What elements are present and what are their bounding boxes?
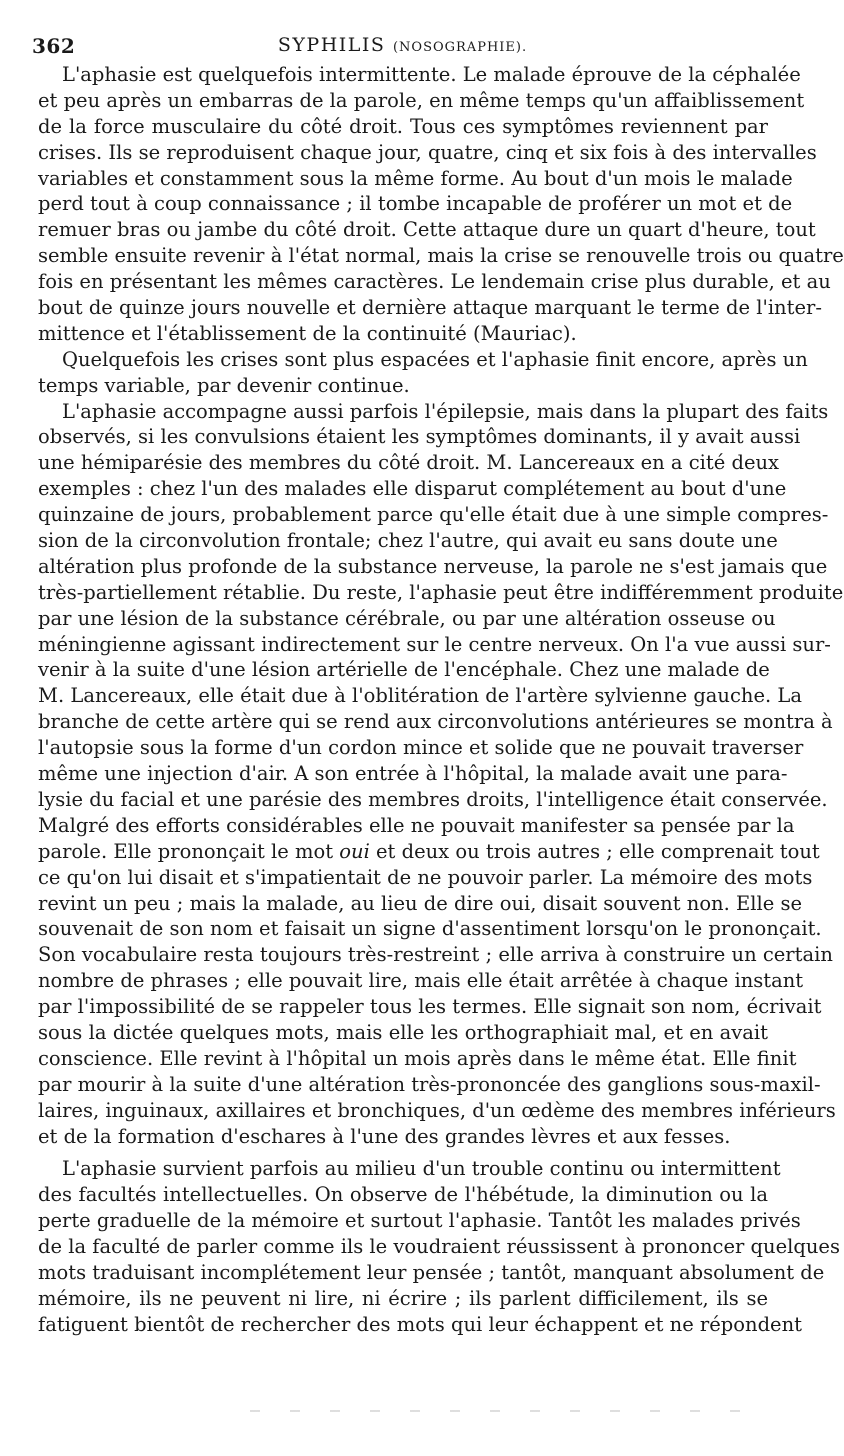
text-line: variables et constamment sous la même forme. Au bout d'un mois le malade [38,166,793,190]
text-line: exemples : chez l'un des malades elle disparut complétement au bout d'une [38,477,787,501]
text-line: méningienne agissant indirectement sur le centre nerveux. On l'a vue aussi sur- [38,632,831,656]
running-title-main: SYPHILIS [277,34,386,56]
text-line: une hémiparésie des membres du côté droit. M. Lancereaux en a cité deux [38,451,780,475]
text-line: par mourir à la suite d'une altération très-prononcée des ganglions sous-maxil- [38,1072,821,1096]
text-line: observés, si les convulsions étaient les symptômes dominants, il y avait aussi [38,425,801,449]
text-line: des facultés intellectuelles. On observe de l'hébétude, la diminution ou la [38,1183,768,1207]
text-line: l'autopsie sous la forme d'un cordon mince et solide que ne pouvait traverser [38,736,804,760]
text-segment: et deux ou trois autres ; elle comprenait tout [376,839,820,863]
italic-word: oui [339,839,370,863]
text-line: revint un peu ; mais la malade, au lieu de dire oui, disait souvent non. Elle se [38,891,803,915]
text-line: de la faculté de parler comme ils le voudraient réussissent à prononcer quelques [38,1235,840,1259]
print-smudge [250,1410,770,1412]
running-title-sub: (NOSOGRAPHIE). [392,40,528,55]
text-line: perte graduelle de la mémoire et surtout l'aphasie. Tantôt les malades privés [38,1209,801,1233]
text-line: nombre de phrases ; elle pouvait lire, mais elle était arrêtée à chaque instant [38,969,804,993]
text-line: sion de la circonvolution frontale; chez l'autre, qui avait eu sans doute une [38,529,778,553]
text-line: semble ensuite revenir à l'état normal, mais la crise se renouvelle trois ou quatre [38,244,844,268]
text-line: par une lésion de la substance cérébrale, ou par une altération osseuse ou [38,606,776,630]
text-line: conscience. Elle revint à l'hôpital un mois après dans le même état. Elle finit [38,1046,797,1070]
text-line: par l'impossibilité de se rappeler tous les termes. Elle signait son nom, écrivait [38,995,822,1019]
text-line: M. Lancereaux, elle était due à l'oblitération de l'artère sylvienne gauche. La [38,684,802,708]
text-line: fatiguent bientôt de rechercher des mots qui leur échappent et ne répondent [38,1312,802,1336]
text-line: fois en présentant les mêmes caractères. Le lendemain crise plus durable, et au [38,270,831,294]
text-line: altération plus profonde de la substance nerveuse, la parole ne s'est jamais que [38,554,828,578]
text-line: venir à la suite d'une lésion artérielle de l'encéphale. Chez une malade de [38,658,770,682]
text-line: mots traduisant incomplétement leur pensée ; tantôt, manquant absolument de [38,1260,825,1284]
text-line: Quelquefois les crises sont plus espacées et l'aphasie finit encore, après un [62,347,808,371]
text-line: quinzaine de jours, probablement parce qu'elle était due à une simple compres- [38,503,829,527]
text-line: sous la dictée quelques mots, mais elle les orthographiait mal, et en avait [38,1020,768,1044]
text-line: mittence et l'établissement de la continuité (Mauriac). [38,321,577,345]
text-line: branche de cette artère qui se rend aux circonvolutions antérieures se montra à [38,710,833,734]
text-line: temps variable, par devenir continue. [38,373,410,397]
text-line: laires, inguinaux, axillaires et bronchiques, d'un œdème des membres inférieurs [38,1098,836,1122]
text-line: de la force musculaire du côté droit. Tous ces symptômes reviennent par [38,114,768,138]
text-line: bout de quinze jours nouvelle et dernière attaque marquant le terme de l'inter- [38,296,822,320]
text-segment: parole. Elle prononçait le mot [38,839,334,863]
text-line: remuer bras ou jambe du côté droit. Cette attaque dure un quart d'heure, tout [38,218,816,242]
text-line: souvenait de son nom et faisait un signe d'assentiment lorsqu'on le prononçait. [38,917,822,941]
page-number: 362 [32,34,76,58]
text-line [38,839,820,865]
text-line: L'aphasie accompagne aussi parfois l'épilepsie, mais dans la plupart des faits [62,399,829,423]
text-line: ce qu'on lui disait et s'impatientait de ne pouvoir parler. La mémoire des mots [38,865,813,889]
text-line: et peu après un embarras de la parole, en même temps qu'un affaiblissement [38,88,805,112]
running-head [30,30,775,58]
text-line: perd tout à coup connaissance ; il tombe incapable de proférer un mot et de [38,192,793,216]
text-line: très-partiellement rétablie. Du reste, l'aphasie peut être indifféremment produite [38,580,844,604]
text-line: Son vocabulaire resta toujours très-restreint ; elle arriva à construire un certain [38,943,833,967]
text-line: et de la formation d'eschares à l'une des grandes lèvres et aux fesses. [38,1124,731,1148]
text-line: lysie du facial et une parésie des membres droits, l'intelligence était conservée. [38,787,828,811]
body-text [38,62,844,1338]
text-line: L'aphasie est quelquefois intermittente. Le malade éprouve de la céphalée [62,63,801,86]
running-title [30,34,775,56]
text-line: mémoire, ils ne peuvent ni lire, ni écrire ; ils parlent difficilement, ils se [38,1286,768,1310]
text-line: L'aphasie survient parfois au milieu d'un trouble continu ou intermittent [62,1157,781,1181]
text-line: même une injection d'air. A son entrée à l'hôpital, la malade avait une para- [38,762,788,786]
text-line: Malgré des efforts considérables elle ne pouvait manifester sa pensée par la [38,813,795,837]
text-line: crises. Ils se reproduisent chaque jour, quatre, cinq et six fois à des intervalles [38,140,817,164]
